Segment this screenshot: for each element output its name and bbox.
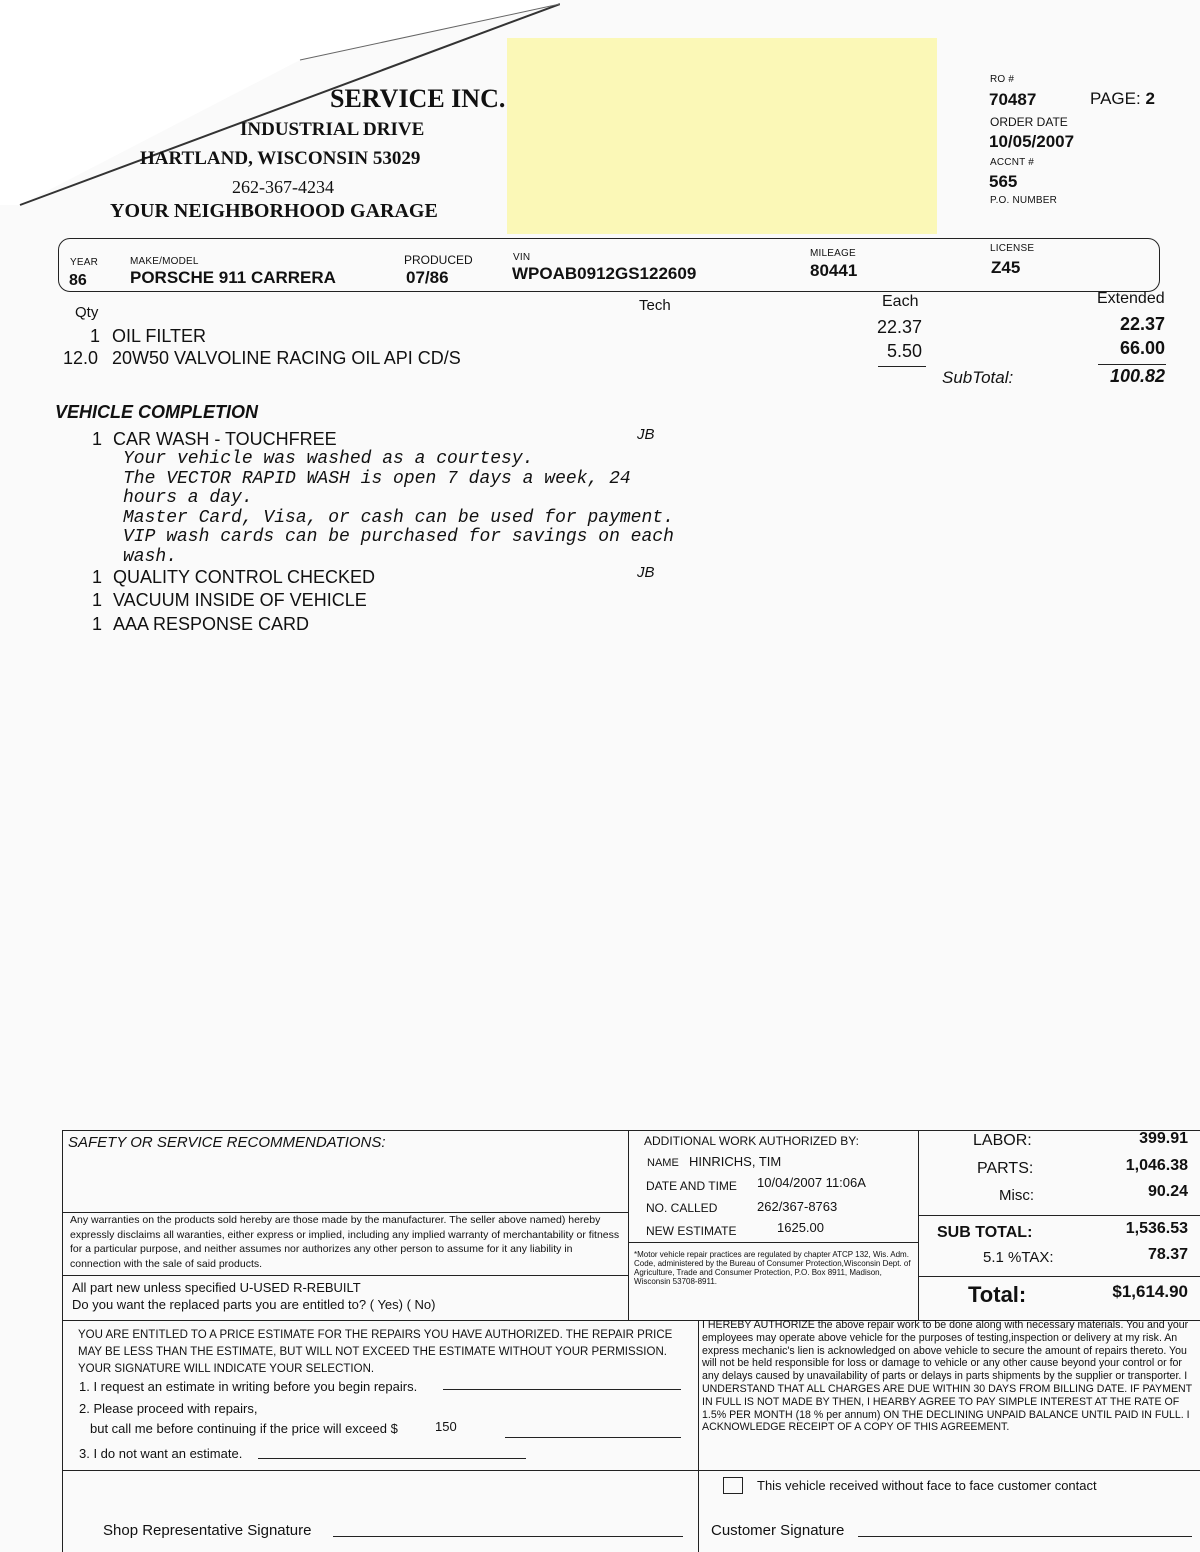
estimate-option-1: 1. I request an estimate in writing before you begin repairs.	[79, 1379, 418, 1394]
auth-heading: ADDITIONAL WORK AUTHORIZED BY:	[644, 1134, 859, 1148]
shop-name: SERVICE INC.	[330, 84, 506, 113]
estimate-intro-line: YOU ARE ENTITLED TO A PRICE ESTIMATE FOR THE REPAIRS YOU HAVE AUTHORIZED. THE REPAIR PRICE	[78, 1329, 673, 1341]
wash-note-line: VIP wash cards can be purchased for savings on each	[123, 527, 674, 547]
acct-number: 565	[989, 172, 1018, 191]
form-rule	[62, 1275, 628, 1276]
form-sig-rule	[62, 1470, 1200, 1471]
completion-heading: VEHICLE COMPLETION	[55, 402, 259, 422]
auth-estimate-label: NEW ESTIMATE	[646, 1224, 737, 1238]
po-label: P.O. NUMBER	[990, 195, 1058, 206]
license-label: LICENSE	[990, 243, 1035, 254]
col-extended: Extended	[1097, 290, 1165, 307]
shop-signature-label: Shop Representative Signature	[103, 1522, 312, 1539]
extended-underline	[1098, 364, 1166, 365]
part-qty: 12.0	[63, 348, 99, 368]
form-top-rule	[62, 1130, 1200, 1131]
part-each: 5.50	[886, 341, 922, 361]
completion-tech: JB	[637, 564, 655, 581]
estimate-intro	[78, 1327, 672, 1378]
page-indicator	[1090, 89, 1155, 109]
warranty-text: Any warranties on the products sold hereby are those made by the manufacturer. The seller above named) hereby expressly disclaims all waranties, either express or implied, including any implied warranty of merchantability or fitness for a particular purpose, and neither assumes nor authorizes any other person to assume for it any liability in connection with the sale of said products.	[70, 1214, 620, 1270]
completion-qty: 1	[92, 614, 103, 634]
produced-label: PRODUCED	[404, 253, 473, 267]
mileage-label: MILEAGE	[810, 248, 856, 259]
order-date-label: ORDER DATE	[990, 115, 1068, 129]
parts-label: PARTS:	[977, 1160, 1034, 1177]
recommendations-heading: SAFETY OR SERVICE RECOMMENDATIONS:	[68, 1134, 386, 1151]
subtotal-value: 1,536.53	[1125, 1220, 1188, 1237]
ro-number: 70487	[989, 90, 1037, 109]
subtotal-label: SubTotal:	[942, 368, 1014, 387]
wash-notes	[123, 450, 674, 567]
page-label: PAGE:	[1090, 89, 1141, 108]
wash-note-line: Your vehicle was washed as a courtesy.	[123, 449, 534, 469]
auth-date: 10/04/2007 11:06A	[757, 1175, 866, 1190]
option-3-signature-line[interactable]	[258, 1458, 526, 1459]
part-extended: 66.00	[1119, 338, 1165, 358]
tax-value: 78.37	[1147, 1246, 1188, 1263]
completion-qty: 1	[92, 429, 103, 449]
shop-phone: 262-367-4234	[232, 177, 334, 197]
completion-tech: JB	[637, 426, 655, 443]
form-rule	[628, 1242, 918, 1243]
auth-estimate: 1625.00	[777, 1220, 824, 1235]
no-contact-checkbox[interactable]	[723, 1477, 743, 1494]
shop-slogan: YOUR NEIGHBORHOOD GARAGE	[110, 200, 438, 222]
option-1-signature-line[interactable]	[443, 1389, 681, 1390]
mileage-value: 80441	[810, 261, 858, 280]
auth-called-label: NO. CALLED	[646, 1201, 718, 1215]
part-desc: 20W50 VALVOLINE RACING OIL API CD/S	[112, 348, 461, 368]
completion-desc: VACUUM INSIDE OF VEHICLE	[113, 590, 367, 610]
wash-note-line: The VECTOR RAPID WASH is open 7 days a week, 24	[123, 468, 631, 489]
order-date: 10/05/2007	[989, 132, 1075, 151]
part-each: 22.37	[876, 317, 922, 337]
completion-qty: 1	[92, 567, 103, 587]
subtotal-label: SUB TOTAL:	[937, 1224, 1033, 1241]
form-left-rule	[62, 1130, 63, 1552]
estimate-intro-line: MAY BE LESS THAN THE ESTIMATE, BUT WILL NOT EXCEED THE ESTIMATE WITHOUT YOUR PERMISSION.	[78, 1346, 667, 1358]
license-value: Z45	[991, 258, 1021, 277]
estimate-limit: 150	[435, 1419, 457, 1434]
estimate-option-2-detail: but call me before continuing if the price will exceed $	[90, 1421, 398, 1436]
parts-note: All part new unless specified U-USED R-REBUILT	[72, 1280, 361, 1295]
wash-note-line: hours a day.	[123, 488, 253, 508]
form-divider	[918, 1130, 919, 1320]
estimate-intro-line: YOUR SIGNATURE WILL INDICATE YOUR SELECTION.	[78, 1363, 375, 1375]
acct-label: ACCNT #	[990, 157, 1035, 168]
no-contact-label: This vehicle received without face to face customer contact	[757, 1478, 1097, 1493]
authorization-text: I HEREBY AUTHORIZE the above repair work to be done along with necessary materials. You and your employees may operate above vehicle for the purposes of testing,inspection or delivery at my risk. An express mechanic's lien is acknowledged on above vehicle to secure the amount of repairs thereto. You will not be held responsible for loss or damage to vehicle or any other cause beyond your control or for any delays caused by unavailability of parts or delays in parts shipments by the supplier or transporter. I UNDERSTAND THAT ALL CHARGES ARE DUE WITHIN 30 DAYS FROM BILLING DATE. IF PAYMENT IN FULL IS NOT MADE BY THEN, I HEARBY AGREE TO PAY SIMPLE INTEREST AT THE RATE OF 1.5% PER MONTH (18 % per annum) ON THE DECLINING UNPAID BALANCE UNTIL PAID IN FULL. I ACKNOWLEDGE RECEIPT OF A COPY OF THIS AGREEMENT.	[702, 1319, 1192, 1434]
col-each: Each	[882, 293, 919, 310]
redacted-area	[507, 38, 937, 234]
option-2-signature-line[interactable]	[505, 1437, 681, 1438]
wash-note-line: Master Card, Visa, or cash can be used for payment.	[123, 507, 674, 528]
misc-label: Misc:	[999, 1187, 1034, 1204]
year-label: YEAR	[70, 257, 99, 268]
make-label: MAKE/MODEL	[130, 256, 199, 267]
form-rule	[918, 1276, 1200, 1277]
replaced-parts-question: Do you want the replaced parts you are entitled to? ( Yes) ( No)	[72, 1297, 436, 1312]
misc-value: 90.24	[1147, 1183, 1188, 1200]
tax-label: 5.1 %TAX:	[983, 1249, 1054, 1266]
produced-value: 07/86	[406, 268, 449, 287]
make-value: PORSCHE 911 CARRERA	[130, 268, 336, 287]
vin-label: VIN	[513, 252, 531, 263]
auth-called: 262/367-8763	[757, 1199, 838, 1214]
labor-value: 399.91	[1139, 1130, 1188, 1147]
total-value: $1,614.90	[1112, 1282, 1188, 1301]
wash-note-line: wash.	[123, 546, 178, 567]
estimate-option-2: 2. Please proceed with repairs,	[79, 1401, 258, 1416]
form-rule	[918, 1215, 1200, 1216]
completion-desc: AAA RESPONSE CARD	[113, 614, 310, 634]
shop-signature-line[interactable]	[333, 1536, 683, 1537]
page-number: 2	[1145, 89, 1155, 108]
vin-value: WPOAB0912GS122609	[512, 264, 697, 283]
auth-name: HINRICHS, TIM	[689, 1154, 782, 1169]
part-qty: 1	[90, 326, 101, 346]
subtotal-value: 100.82	[1109, 366, 1165, 386]
labor-label: LABOR:	[973, 1132, 1032, 1149]
auth-date-label: DATE AND TIME	[646, 1179, 737, 1193]
parts-value: 1,046.38	[1125, 1157, 1188, 1174]
completion-qty: 1	[92, 590, 103, 610]
col-qty: Qty	[75, 304, 99, 321]
form-divider	[698, 1320, 699, 1552]
form-divider	[628, 1130, 629, 1320]
part-desc: OIL FILTER	[112, 326, 207, 346]
estimate-option-3: 3. I do not want an estimate.	[79, 1446, 243, 1461]
completion-desc: QUALITY CONTROL CHECKED	[113, 567, 376, 587]
regulation-note: *Motor vehicle repair practices are regulated by chapter ATCP 132, Wis. Adm. Code, administered by the Bureau of Consumer Protection,Wisconsin Dept. of Agriculture, Trade and Consumer Protection, P.O. Box 8911, Madison, Wisconsin 53708-8911.	[634, 1250, 911, 1286]
ro-label: RO #	[990, 74, 1015, 85]
completion-desc: CAR WASH - TOUCHFREE	[113, 429, 337, 449]
auth-name-label: NAME	[647, 1157, 679, 1169]
customer-signature-line[interactable]	[858, 1536, 1192, 1537]
shop-street: INDUSTRIAL DRIVE	[240, 119, 425, 140]
shop-city: HARTLAND, WISCONSIN 53029	[140, 148, 421, 169]
customer-signature-label: Customer Signature	[711, 1522, 845, 1539]
col-tech: Tech	[639, 297, 671, 314]
each-underline	[878, 366, 926, 367]
year-value: 86	[69, 272, 87, 289]
part-extended: 22.37	[1119, 314, 1165, 334]
total-label: Total:	[968, 1282, 1027, 1307]
